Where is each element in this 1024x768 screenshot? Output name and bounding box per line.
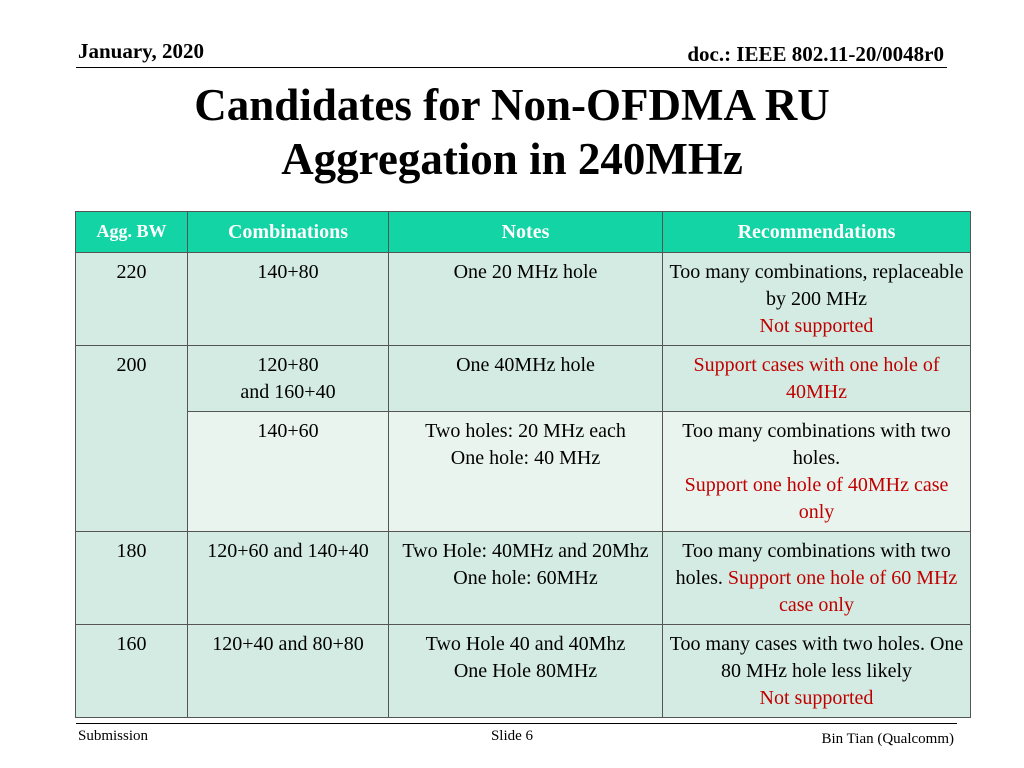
combination-line: and 160+40	[240, 381, 336, 403]
recommendation-highlight: Support cases with one hole of 40MHz	[693, 354, 940, 403]
table-row	[76, 532, 971, 625]
footer-submission: Submission	[78, 728, 149, 744]
recommendation-highlight: Support one hole of 60 MHz case only	[727, 567, 958, 616]
cell-agg-bw: 160	[76, 625, 188, 718]
cell-notes	[389, 412, 663, 532]
cell-combinations	[188, 253, 389, 346]
table-row	[76, 253, 971, 346]
footer-author: Bin Tian (Qualcomm)	[821, 731, 954, 747]
table-row	[76, 625, 971, 718]
cell-recommendations	[663, 346, 971, 412]
table-row	[76, 412, 971, 532]
combination-line: 140+80	[257, 261, 319, 283]
cell-combinations	[188, 346, 389, 412]
cell-recommendations	[663, 532, 971, 625]
note-line: One Hole 80MHz	[453, 660, 598, 682]
cell-recommendations	[663, 412, 971, 532]
combination-line: 120+80	[257, 354, 319, 376]
header-doc-id: doc.: IEEE 802.11-20/0048r0	[687, 42, 944, 66]
note-line: One hole: 40 MHz	[450, 447, 601, 469]
cell-combinations	[188, 412, 389, 532]
cell-notes	[389, 253, 663, 346]
cell-recommendations	[663, 253, 971, 346]
recommendation-highlight: Not supported	[759, 687, 874, 709]
cell-agg-bw: 200	[76, 346, 188, 532]
header-rule	[76, 67, 947, 68]
cell-agg-bw: 220	[76, 253, 188, 346]
slide-title	[0, 78, 1024, 186]
note-line: Two Hole 40 and 40Mhz	[425, 633, 626, 655]
footer-rule	[76, 723, 957, 724]
recommendation-highlight: Not supported	[759, 315, 874, 337]
table-row	[76, 346, 971, 412]
header-date: January, 2020	[78, 39, 205, 63]
header-agg-bw: Agg. BW	[76, 212, 188, 253]
header-recommendations: Recommendations	[663, 212, 971, 253]
cell-agg-bw: 180	[76, 532, 188, 625]
recommendation-text: Too many combinations with two holes.	[675, 540, 951, 589]
table-header-row	[76, 212, 971, 253]
cell-notes	[389, 346, 663, 412]
slide-title-line-2: Aggregation in 240MHz	[281, 134, 743, 184]
recommendation-text: Too many combinations with two holes.	[682, 420, 951, 469]
cell-notes	[389, 532, 663, 625]
recommendation-text: Too many cases with two holes. One 80 MHz hole less likely	[669, 633, 964, 682]
note-line: Two Hole: 40MHz and 20Mhz	[402, 540, 649, 562]
combination-line: 120+40 and 80+80	[212, 633, 364, 655]
note-line: One hole: 60MHz	[453, 567, 598, 589]
header-combinations: Combinations	[188, 212, 389, 253]
note-line: One 20 MHz hole	[453, 261, 598, 283]
cell-recommendations	[663, 625, 971, 718]
recommendation-text: Too many combinations, replaceable by 200 MHz	[669, 261, 964, 310]
cell-combinations	[188, 625, 389, 718]
header-notes: Notes	[389, 212, 663, 253]
cell-notes	[389, 625, 663, 718]
ru-aggregation-table	[75, 211, 971, 718]
slide-title-line-1: Candidates for Non-OFDMA RU	[194, 80, 830, 130]
cell-combinations	[188, 532, 389, 625]
note-line: One 40MHz hole	[456, 354, 595, 376]
footer-slide-number: Slide 6	[490, 728, 534, 744]
combination-line: 140+60	[257, 420, 319, 442]
combination-line: 120+60 and 140+40	[207, 540, 369, 562]
recommendation-highlight: Support one hole of 40MHz case only	[684, 474, 949, 523]
note-line: Two holes: 20 MHz each	[425, 420, 626, 442]
